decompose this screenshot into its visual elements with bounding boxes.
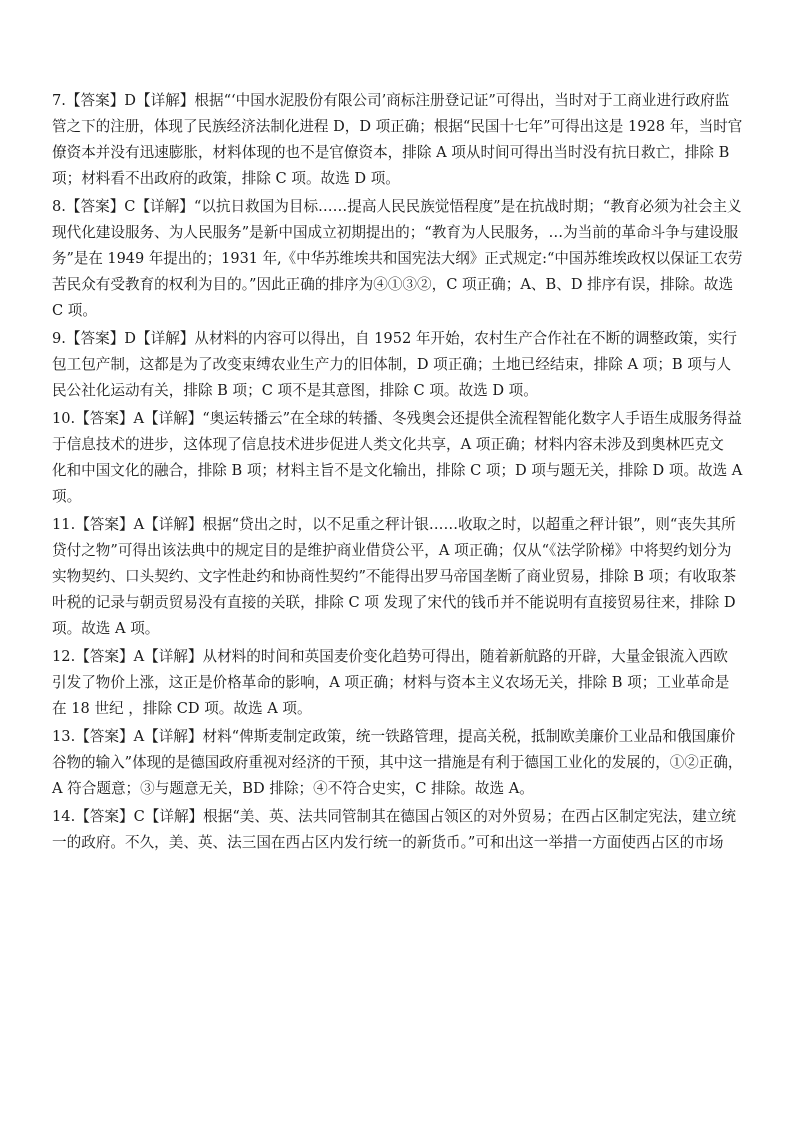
text-line: 一的政府。不久，美、英、法三国在西占区内发行统一的新货币。”可和出这一举措一方面使西占区的市场 (52, 834, 724, 851)
text-line: 现代化建设服务、为人民服务”是新中国成立初期提出的；“教育为人民服务，…为当前的革命斗争与建设服 (52, 224, 739, 241)
text-line: 在 18 世纪 ，排除 CD 项。故选 A 项。 (52, 700, 312, 717)
text-line: A 符合题意；③与题意无关，BD 排除；④不符合史实，C 排除。故选 A。 (52, 780, 534, 797)
text-line: 苦民众有受教育的权利为目的。”因此正确的排序为④①③②，C 项正确；A、B、D 排序有误，排除。故选 (52, 276, 734, 293)
text-line: 务”是在 1949 年提出的；1931 年,《中华苏维埃共和国宪法大纲》正式规定:“中国苏维埃政权以保证工农劳 (52, 250, 743, 267)
text-line: 叶税的记录与朝贡贸易没有直接的关联，排除 C 项 发现了宋代的钱币并不能说明有直接贸易往来，排除 D (52, 594, 736, 611)
text-line: 7.【答案】D【详解】根据“‘中国水泥股份有限公司’商标注册登记证”可得出，当时对于工商业进行政府监 (52, 92, 730, 109)
text-line: 包工包产制，这都是为了改变束缚农业生产力的旧体制，D 项正确；土地已经结束，排除 A 项；B 项与人 (52, 356, 732, 373)
text-line: 13.【答案】A【详解】材料“俾斯麦制定政策，统一铁路管理，提高关税，抵制欧美廉价工业品和俄国廉价 (52, 728, 736, 745)
text-line: 10.【答案】A【详解】“奥运转播云”在全球的转播、冬残奥会还提供全流程智能化数字人手语生成服务得益 (52, 410, 742, 427)
text-line: 管之下的注册，体现了民族经济法制化进程 D，D 项正确；根据“民国十七年”可得出这是 1928 年，当时官 (52, 118, 743, 135)
text-line: 9.【答案】D【详解】从材料的内容可以得出，自 1952 年开始，农村生产合作社在不断的调整政策，实行 (52, 330, 737, 347)
text-line: 项。 (52, 488, 82, 505)
text-line: 实物契约、口头契约、文字性赴约和协商性契约”不能得出罗马帝国垄断了商业贸易，排除 B 项；有收取茶 (52, 568, 737, 585)
text-line: 引发了物价上涨，这正是价格革命的影响，A 项正确；材料与资本主义农场无关，排除 B 项；工业革命是 (52, 674, 730, 691)
text-line: 僚资本并没有迅速膨胀，材料体现的也不是官僚资本，排除 A 项从时间可得出当时没有抗日救亡，排除 B (52, 144, 730, 161)
text-line: 12.【答案】A【详解】从材料的时间和英国麦价变化趋势可得出，随着新航路的开辟，大量金银流入西欧 (52, 648, 728, 665)
text-line: 11.【答案】A【详解】根据“贷出之时，以不足重之秤计银……收取之时，以超重之秤计银”，则“丧失其所 (52, 516, 736, 533)
text-line: 项；材料看不出政府的政策，排除 C 项。故选 D 项。 (52, 170, 400, 187)
text-line: 民公社化运动有关，排除 B 项；C 项不是其意图，排除 C 项。故选 D 项。 (52, 382, 538, 399)
text-line: 于信息技术的进步，这体现了信息技术进步促进人类文化共享，A 项正确；材料内容未涉及到奥林匹克文 (52, 436, 724, 453)
text-line: 14.【答案】C【详解】根据“美、英、法共同管制其在德国占领区的对外贸易；在西占区制定宪法，建立统 (52, 808, 736, 825)
text-line: 谷物的输入”体现的是德国政府重视对经济的干预，其中这一措施是有利于德国工业化的发展的，①②正确， (52, 754, 743, 771)
text-line: 贷付之物”可得出该法典中的规定目的是维护商业借贷公平，A 项正确；仅从“《法学阶梯》中将契约划分为 (52, 542, 732, 559)
text-line: 8.【答案】C【详解】“以抗日救国为目标……提高人民民族觉悟程度”是在抗战时期；“教育必须为社会主义 (52, 198, 742, 215)
text-line: 项。故选 A 项。 (52, 620, 160, 637)
text-line: 化和中国文化的融合，排除 B 项；材料主旨不是文化输出，排除 C 项；D 项与题无关，排除 D 项。故选 A (52, 462, 743, 479)
text-line: C 项。 (52, 302, 97, 319)
